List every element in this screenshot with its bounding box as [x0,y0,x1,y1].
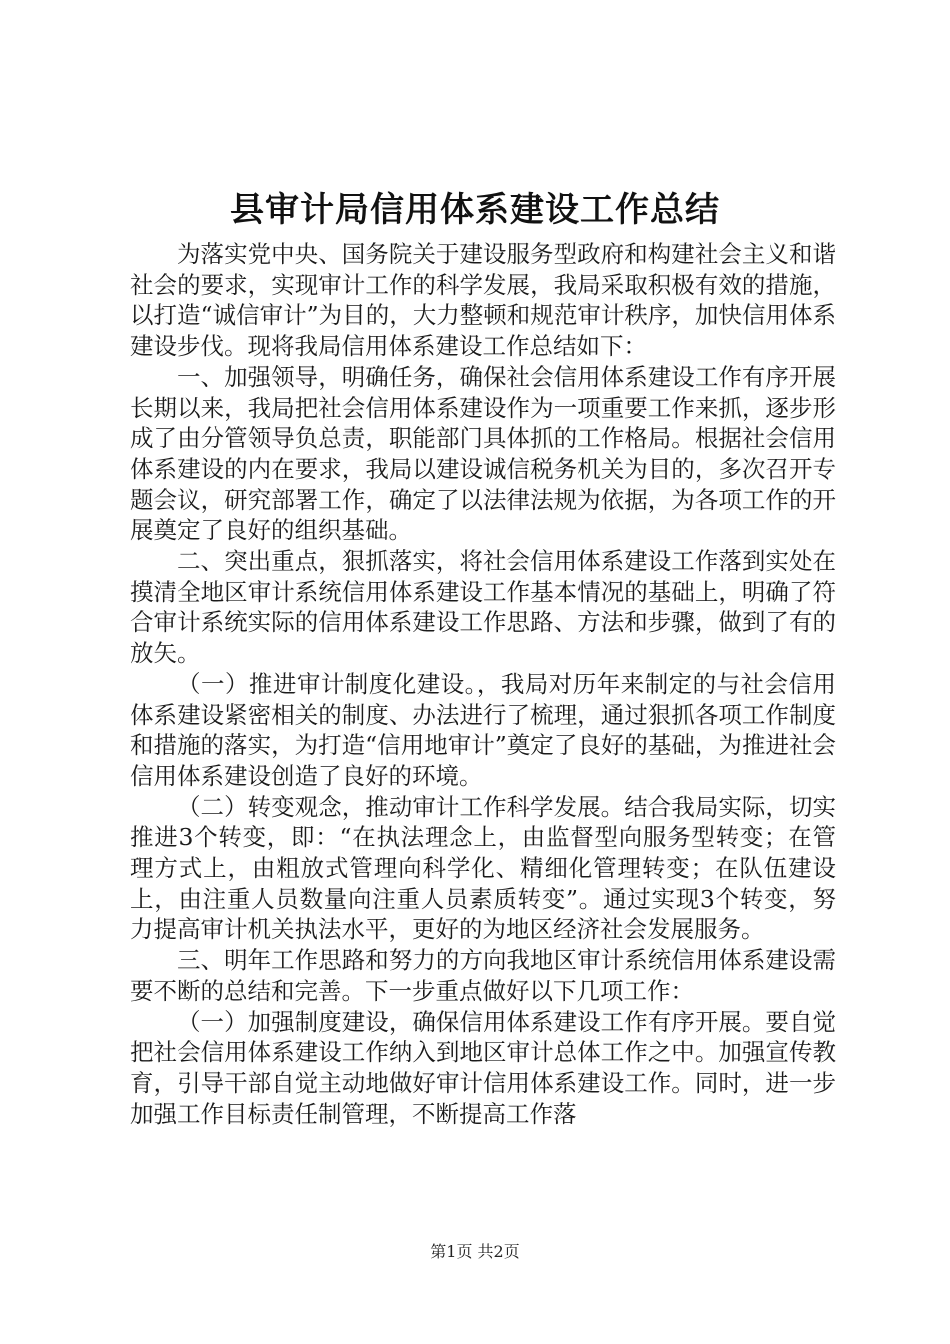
paragraph-section-2: 二、突出重点，狠抓落实，将社会信用体系建设工作落到实处在摸清全地区审计系统信用体系建设工作基本情况的基础上，明确了符合审计系统实际的信用体系建设工作思路、方法和步骤，做到了有的放矢。 [130,547,836,668]
document-body [130,239,836,1129]
paragraph-section-2-item-2: （二）转变观念，推动审计工作科学发展。结合我局实际，切实推进3个转变，即：“在执法理念上，由监督型向服务型转变；在管理方式上，由粗放式管理向科学化、精细化管理转变；在队伍建设上，由注重人员数量向注重人员素质转变”。通过实现3个转变，努力提高审计机关执法水平，更好的为地区经济社会发展服务。 [130,792,836,944]
paragraph-intro: 为落实党中央、国务院关于建设服务型政府和构建社会主义和谐社会的要求，实现审计工作的科学发展，我局采取积极有效的措施，以打造“诚信审计”为目的，大力整顿和规范审计秩序，加快信用体系建设步伐。现将我局信用体系建设工作总结如下： [130,240,836,361]
page-number-footer: 第1页 共2页 [430,1242,520,1261]
document-title: 县审计局信用体系建设工作总结 [230,190,720,230]
paragraph-section-3: 三、明年工作思路和努力的方向我地区审计系统信用体系建设需要不断的总结和完善。下一步重点做好以下几项工作： [130,946,836,1005]
paragraph-section-3-item-1: （一）加强制度建设，确保信用体系建设工作有序开展。要自觉把社会信用体系建设工作纳入到地区审计总体工作之中。加强宣传教育，引导干部自觉主动地做好审计信用体系建设工作。同时，进一步加强工作目标责任制管理，不断提高工作落 [130,1007,836,1128]
paragraph-section-2-item-1: （一）推进审计制度化建设。，我局对历年来制定的与社会信用体系建设紧密相关的制度、办法进行了梳理，通过狠抓各项工作制度和措施的落实，为打造“信用地审计”奠定了良好的基础，为推进社会信用体系建设创造了良好的环境。 [130,669,836,790]
paragraph-section-1: 一、加强领导，明确任务，确保社会信用体系建设工作有序开展长期以来，我局把社会信用体系建设作为一项重要工作来抓，逐步形成了由分管领导负总责，职能部门具体抓的工作格局。根据社会信用体系建设的内在要求，我局以建设诚信税务机关为目的，多次召开专题会议，研究部署工作，确定了以法律法规为依据，为各项工作的开展奠定了良好的组织基础。 [130,362,836,545]
